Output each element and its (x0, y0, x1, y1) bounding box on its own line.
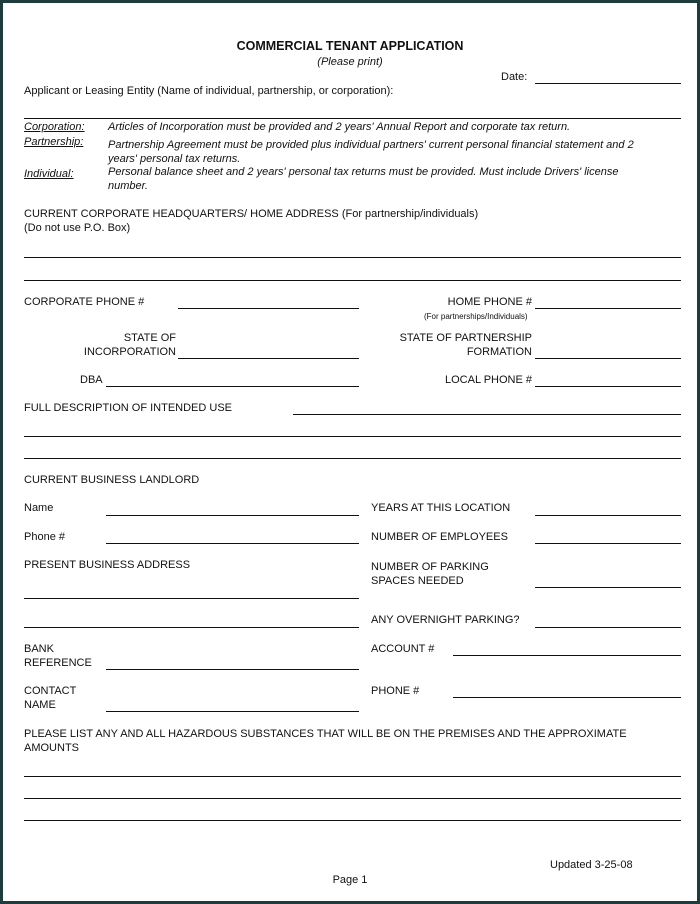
intended-use-label: FULL DESCRIPTION OF INTENDED USE (24, 402, 233, 414)
home-phone-note: (For partnerships/Individuals) (424, 312, 528, 321)
contact-phone-label: PHONE # (371, 685, 420, 697)
landlord-name-label: Name (24, 502, 54, 514)
present-address-field-1[interactable] (24, 598, 359, 599)
state-partnership-field[interactable] (535, 358, 681, 359)
years-field[interactable] (535, 515, 681, 516)
parking-label-2: SPACES NEEDED (371, 575, 464, 587)
dba-field[interactable] (106, 386, 359, 387)
hq-field-line-2[interactable] (24, 280, 681, 281)
individual-text-1: Personal balance sheet and 2 years' personal tax returns must be provided. Must include Drivers' license (108, 166, 619, 178)
partnership-text-1: Partnership Agreement must be provided plus individual partners' current personal financial statement and 2 (108, 139, 634, 151)
partnership-text-2: years' personal tax returns. (108, 153, 241, 165)
hq-field-line-1[interactable] (24, 257, 681, 258)
updated-date: Updated 3-25-08 (550, 859, 633, 871)
hazard-field-2[interactable] (24, 798, 681, 799)
account-field[interactable] (453, 655, 681, 656)
partnership-label: Partnership: (24, 136, 84, 148)
state-incorporation-field[interactable] (178, 358, 359, 359)
contact-name-field[interactable] (106, 711, 359, 712)
hazard-label-2: AMOUNTS (24, 742, 79, 754)
form-title: COMMERCIAL TENANT APPLICATION (236, 39, 464, 53)
home-phone-field[interactable] (535, 308, 681, 309)
account-label: ACCOUNT # (371, 643, 435, 655)
hazard-field-3[interactable] (24, 820, 681, 821)
page-number: Page 1 (332, 874, 368, 886)
landlord-phone-label: Phone # (24, 531, 65, 543)
state-of-label: STATE OF (123, 332, 176, 344)
dba-label: DBA (80, 374, 103, 386)
state-partnership-label: STATE OF PARTNERSHIP (399, 332, 532, 344)
overnight-label: ANY OVERNIGHT PARKING? (371, 614, 520, 626)
reference-label: REFERENCE (24, 657, 92, 669)
intended-use-field-3[interactable] (24, 458, 681, 459)
corporate-phone-label: CORPORATE PHONE # (24, 296, 145, 308)
corporation-text: Articles of Incorporation must be provided and 2 years' Annual Report and corporate tax return. (108, 121, 571, 133)
hazard-label-1: PLEASE LIST ANY AND ALL HAZARDOUS SUBSTANCES THAT WILL BE ON THE PREMISES AND THE APPROXIMATE (24, 728, 627, 740)
incorporation-label: INCORPORATION (83, 346, 176, 358)
present-address-label: PRESENT BUSINESS ADDRESS (24, 559, 191, 571)
intended-use-field-2[interactable] (24, 436, 681, 437)
present-address-field-2[interactable] (24, 627, 359, 628)
employees-field[interactable] (535, 543, 681, 544)
local-phone-label: LOCAL PHONE # (444, 374, 532, 386)
landlord-phone-field[interactable] (106, 543, 359, 544)
formation-label: FORMATION (466, 346, 532, 358)
corporation-label: Corporation: (24, 121, 85, 133)
individual-text-2: number. (108, 180, 148, 192)
local-phone-field[interactable] (535, 386, 681, 387)
bank-reference-field[interactable] (106, 669, 359, 670)
intended-use-field-1[interactable] (293, 414, 681, 415)
hq-note: (Do not use P.O. Box) (24, 222, 131, 234)
contact-label: CONTACT (24, 685, 77, 697)
applicant-label: Applicant or Leasing Entity (Name of individual, partnership, or corporation): (24, 85, 394, 97)
landlord-heading: CURRENT BUSINESS LANDLORD (24, 474, 200, 486)
parking-field[interactable] (535, 587, 681, 588)
hazard-field-1[interactable] (24, 776, 681, 777)
date-label: Date: (501, 71, 528, 83)
hq-label: CURRENT CORPORATE HEADQUARTERS/ HOME ADDRESS (For partnership/individuals) (24, 208, 479, 220)
individual-label: Individual: (24, 168, 74, 180)
form-subtitle: (Please print) (317, 56, 383, 68)
home-phone-label: HOME PHONE # (447, 296, 532, 308)
parking-label-1: NUMBER OF PARKING (371, 561, 489, 573)
bank-label: BANK (24, 643, 54, 655)
contact-name-label: NAME (24, 699, 56, 711)
years-label: YEARS AT THIS LOCATION (371, 502, 511, 514)
employees-label: NUMBER OF EMPLOYEES (371, 531, 508, 543)
contact-phone-field[interactable] (453, 697, 681, 698)
corporate-phone-field[interactable] (178, 308, 359, 309)
applicant-field[interactable] (24, 118, 681, 119)
date-field[interactable] (535, 83, 681, 84)
overnight-field[interactable] (535, 627, 681, 628)
landlord-name-field[interactable] (106, 515, 359, 516)
